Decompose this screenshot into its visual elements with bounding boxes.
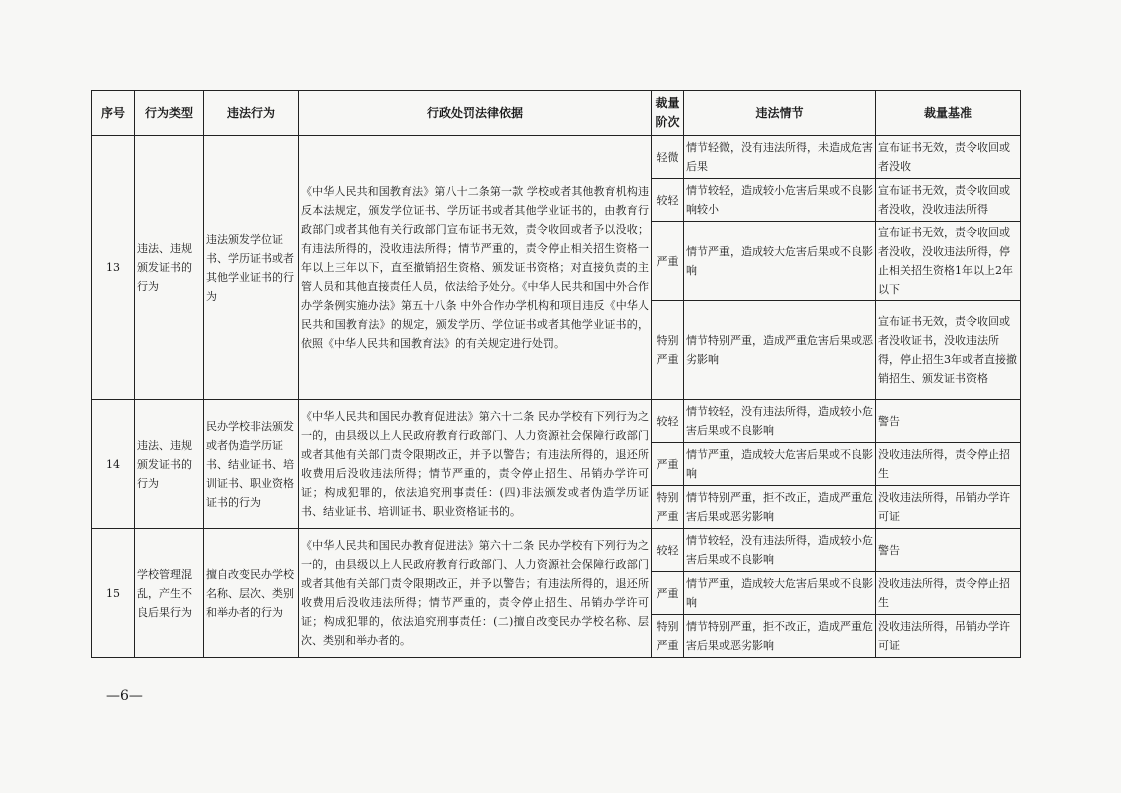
standard-cell: 警告 (876, 400, 1021, 443)
row-number: 14 (92, 400, 135, 529)
table-row (92, 529, 1021, 572)
behavior-type: 学校管理混乱，产生不良后果行为 (135, 529, 204, 658)
circumstance-cell: 情节轻微，没有违法所得，未造成危害后果 (684, 136, 876, 179)
circumstance-cell: 情节特别严重，拒不改正，造成严重危害后果或恶劣影响 (684, 486, 876, 529)
standard-cell: 宣布证书无效，责令收回或者没收，没收违法所得 (876, 179, 1021, 222)
header-circumstance: 违法情节 (684, 91, 876, 136)
header-basis: 行政处罚法律依据 (299, 91, 652, 136)
page-number: —6— (106, 688, 143, 704)
level-cell: 轻微 (652, 136, 684, 179)
standard-cell: 没收违法所得，吊销办学许可证 (876, 615, 1021, 658)
circumstance-cell: 情节特别严重，拒不改正，造成严重危害后果或恶劣影响 (684, 615, 876, 658)
circumstance-cell: 情节特别严重，造成严重危害后果或恶劣影响 (684, 301, 876, 400)
circumstance-cell: 情节较轻，没有违法所得，造成较小危害后果或不良影响 (684, 400, 876, 443)
header-level: 裁量阶次 (652, 91, 684, 136)
standard-cell: 宣布证书无效，责令收回或者没收证书，没收违法所得，停止招生3年或者直接撤销招生、颁发证书资格 (876, 301, 1021, 400)
circumstance-cell: 情节严重，造成较大危害后果或不良影响 (684, 222, 876, 301)
header-no: 序号 (92, 91, 135, 136)
standard-cell: 没收违法所得，责令停止招生 (876, 443, 1021, 486)
level-cell: 较轻 (652, 179, 684, 222)
penalty-table-container (91, 90, 1020, 658)
row-number: 13 (92, 136, 135, 400)
level-cell: 较轻 (652, 529, 684, 572)
circumstance-cell: 情节严重，造成较大危害后果或不良影响 (684, 443, 876, 486)
level-cell: 特别严重 (652, 615, 684, 658)
standard-cell: 没收违法所得，吊销办学许可证 (876, 486, 1021, 529)
header-act: 违法行为 (204, 91, 299, 136)
illegal-act: 违法颁发学位证书、学历证书或者其他学业证书的行为 (204, 136, 299, 400)
illegal-act: 民办学校非法颁发或者伪造学历证书、结业证书、培训证书、职业资格证书的行为 (204, 400, 299, 529)
level-cell: 特别严重 (652, 301, 684, 400)
row-number: 15 (92, 529, 135, 658)
header-standard: 裁量基准 (876, 91, 1021, 136)
level-cell: 特别严重 (652, 486, 684, 529)
level-cell: 严重 (652, 443, 684, 486)
table-row (92, 136, 1021, 179)
table-header-row (92, 91, 1021, 136)
standard-cell: 宣布证书无效，责令收回或者没收 (876, 136, 1021, 179)
table-row (92, 400, 1021, 443)
behavior-type: 违法、违规颁发证书的行为 (135, 400, 204, 529)
standard-cell: 宣布证书无效，责令收回或者没收，没收违法所得，停止相关招生资格1年以上2年以下 (876, 222, 1021, 301)
header-type: 行为类型 (135, 91, 204, 136)
behavior-type: 违法、违规颁发证书的行为 (135, 136, 204, 400)
legal-basis: 《中华人民共和国教育法》第八十二条第一款 学校或者其他教育机构违反本法规定，颁发学位证书、学历证书或者其他学业证书的，由教育行政部门或者其他有关行政部门宣布证书无效，责令收回或者予以没收；有违法所得的，没收违法所得；情节严重的，责令停止相关招生资格一年以上三年以下，直至撤销招生资格、颁发证书资格；对直接负责的主管人员和其他直接责任人员，依法给予处分。《中华人民共和国中外合作办学条例实施办法》第五十八条 中外合作办学机构和项目违反《中华人民共和国教育法》的规定，颁发学历、学位证书或者其他学业证书的，依照《中华人民共和国教育法》的有关规定进行处罚。 (299, 136, 652, 400)
legal-basis: 《中华人民共和国民办教育促进法》第六十二条 民办学校有下列行为之一的，由县级以上人民政府教育行政部门、人力资源社会保障行政部门或者其他有关部门责令限期改正，并予以警告；有违法所得的，退还所收费用后没收违法所得；情节严重的，责令停止招生、吊销办学许可证；构成犯罪的，依法追究刑事责任：(二)擅自改变民办学校名称、层次、类别和举办者的。 (299, 529, 652, 658)
penalty-table (91, 90, 1021, 658)
legal-basis: 《中华人民共和国民办教育促进法》第六十二条 民办学校有下列行为之一的，由县级以上人民政府教育行政部门、人力资源社会保障行政部门或者其他有关部门责令限期改正，并予以警告；有违法所得的，退还所收费用后没收违法所得；情节严重的，责令停止招生、吊销办学许可证；构成犯罪的，依法追究刑事责任：(四)非法颁发或者伪造学历证书、结业证书、培训证书、职业资格证书的。 (299, 400, 652, 529)
level-cell: 严重 (652, 222, 684, 301)
level-cell: 较轻 (652, 400, 684, 443)
circumstance-cell: 情节较轻，没有违法所得，造成较小危害后果或不良影响 (684, 529, 876, 572)
circumstance-cell: 情节较轻，造成较小危害后果或不良影响较小 (684, 179, 876, 222)
illegal-act: 擅自改变民办学校名称、层次、类别和举办者的行为 (204, 529, 299, 658)
standard-cell: 没收违法所得，责令停止招生 (876, 572, 1021, 615)
standard-cell: 警告 (876, 529, 1021, 572)
circumstance-cell: 情节严重，造成较大危害后果或不良影响 (684, 572, 876, 615)
level-cell: 严重 (652, 572, 684, 615)
